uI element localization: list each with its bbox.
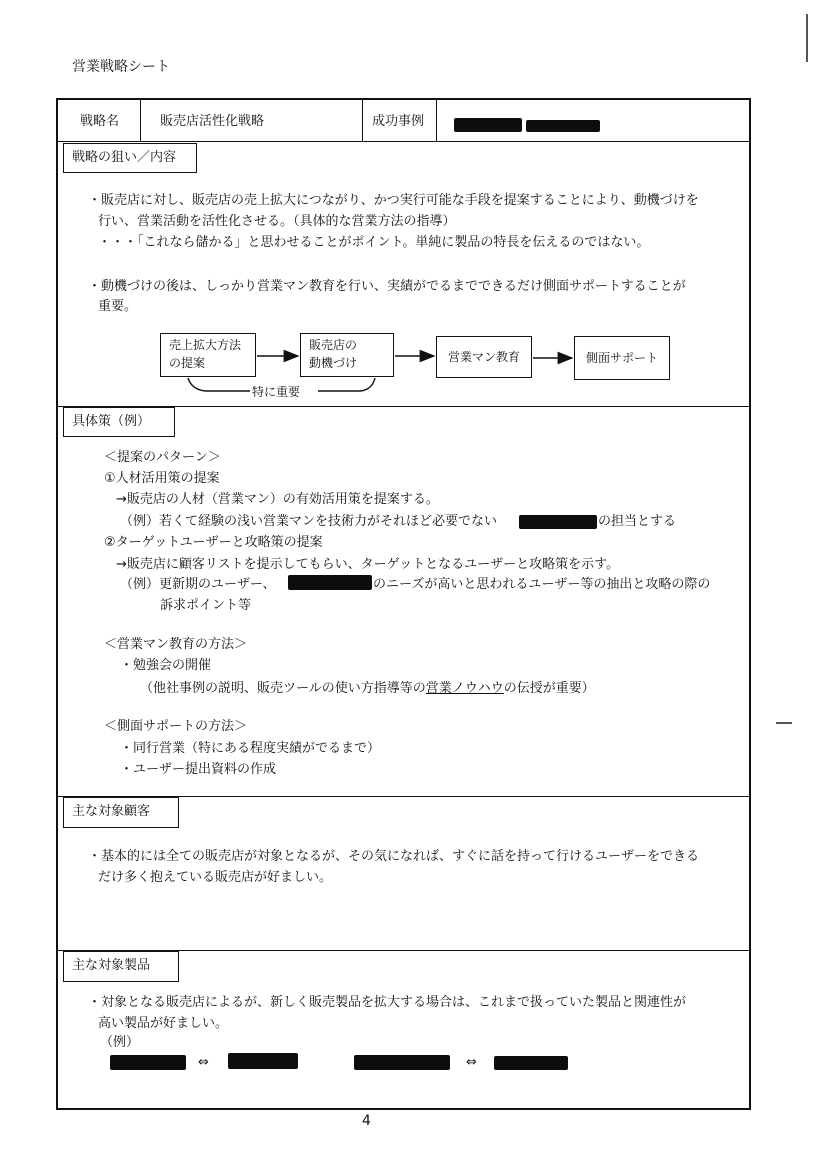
support-item-2: ・ユーザー提出資料の作成	[120, 762, 277, 777]
strategy-name-value: 販売店活性化戦略	[160, 114, 265, 129]
aim-bullet1-line1: ・販売店に対し、販売店の売上拡大につながり、かつ実行可能な手段を提案することにより、動機づけを	[88, 193, 699, 208]
section-tab-measures: 具体策（例）	[63, 407, 175, 437]
redacted-product	[228, 1053, 298, 1069]
pattern1-title: ①人材活用策の提案	[104, 471, 220, 486]
aim-bullet2-line1: ・動機づけの後は、しっかり営業マン教育を行い、実績がでるまでできるだけ側面サポートすることが	[88, 279, 686, 294]
training-detail	[140, 680, 595, 698]
relation-arrow: ⇔	[466, 1055, 477, 1070]
training-detail-post: の伝授が重要）	[503, 681, 595, 696]
redacted-product	[110, 1055, 186, 1070]
aim-bullet1-line3: ・・・「これなら儲かる」と思わせることがポイント。単純に製品の特長を伝えるのではない。	[98, 235, 650, 250]
products-line1: ・対象となる販売店によるが、新しく販売製品を拡大する場合は、これまで扱っていた製品と関連性が	[88, 995, 687, 1010]
section-tab-customers: 主な対象顧客	[63, 797, 179, 828]
success-case-label: 成功事例	[372, 114, 425, 129]
pattern2-title: ②ターゲットユーザーと攻略策の提案	[104, 535, 323, 550]
training-heading: ＜営業マン教育の方法＞	[104, 637, 248, 652]
flow-box-motivation-line1: 販売店の	[309, 338, 358, 352]
redacted-product	[354, 1055, 450, 1070]
pattern1-example-post: の担当とする	[598, 514, 677, 529]
pattern2-example-pre: （例）更新期のユーザー、	[120, 577, 276, 592]
scan-speck	[776, 722, 792, 724]
support-item-1: ・同行営業（特にある程度実績がでるまで）	[120, 741, 381, 756]
section-tab-aim: 戦略の狙い／内容	[63, 143, 197, 173]
products-example-label: （例）	[100, 1035, 140, 1050]
proposal-pattern-heading: ＜提案のパターン＞	[104, 450, 221, 465]
section-tab-products: 主な対象製品	[63, 951, 179, 982]
training-detail-pre: （他社事例の説明、販売ツールの使い方指導等の	[140, 681, 426, 696]
strategy-name-label: 戦略名	[80, 114, 120, 129]
flow-box-training-label: 営業マン教育	[447, 350, 520, 364]
redacted-product	[494, 1056, 568, 1070]
pattern2-line1: →販売店に顧客リストを提示してもらい、ターゲットとなるユーザーと攻略策を示す。	[116, 557, 620, 572]
training-detail-underlined: 営業ノウハウ	[425, 681, 504, 696]
support-heading: ＜側面サポートの方法＞	[104, 719, 248, 734]
flow-box-motivation-line2: 動機づけ	[309, 356, 358, 370]
flow-box-proposal-line2: の提案	[169, 356, 206, 370]
flow-arrows	[0, 0, 825, 420]
pattern2-example-post: のニーズが高いと思われるユーザー等の抽出と攻略の際の	[373, 577, 711, 592]
flow-box-proposal-line1: 売上拡大方法	[169, 338, 242, 352]
training-item: ・勉強会の開催	[120, 658, 212, 673]
pattern2-example-line2: 訴求ポイント等	[160, 598, 252, 613]
customers-line2: だけ多く抱えている販売店が好ましい。	[98, 870, 333, 885]
redacted-product	[519, 515, 597, 529]
aim-bullet2-line2: 重要。	[98, 299, 138, 314]
relation-arrow: ⇔	[198, 1055, 209, 1070]
aim-bullet1-line2: 行い、営業活動を活性化させる。（具体的な営業方法の指導）	[98, 214, 456, 229]
flow-emphasis-label: 特に重要	[252, 385, 301, 399]
page-number: 4	[362, 1113, 371, 1129]
page-title: 営業戦略シート	[72, 59, 170, 75]
customers-line1: ・基本的には全ての販売店が対象となるが、その気になれば、すぐに話を持って行けるユーザーをできる	[88, 849, 700, 864]
flow-box-support-label: 側面サポート	[585, 351, 658, 365]
pattern1-example-pre: （例）若くて経験の浅い営業マンを技術力がそれほど必要でない	[120, 514, 498, 529]
pattern1-line1: →販売店の人材（営業マン）の有効活用策を提案する。	[116, 492, 439, 507]
products-line2: 高い製品が好ましい。	[98, 1016, 229, 1031]
redacted-product	[288, 575, 372, 590]
